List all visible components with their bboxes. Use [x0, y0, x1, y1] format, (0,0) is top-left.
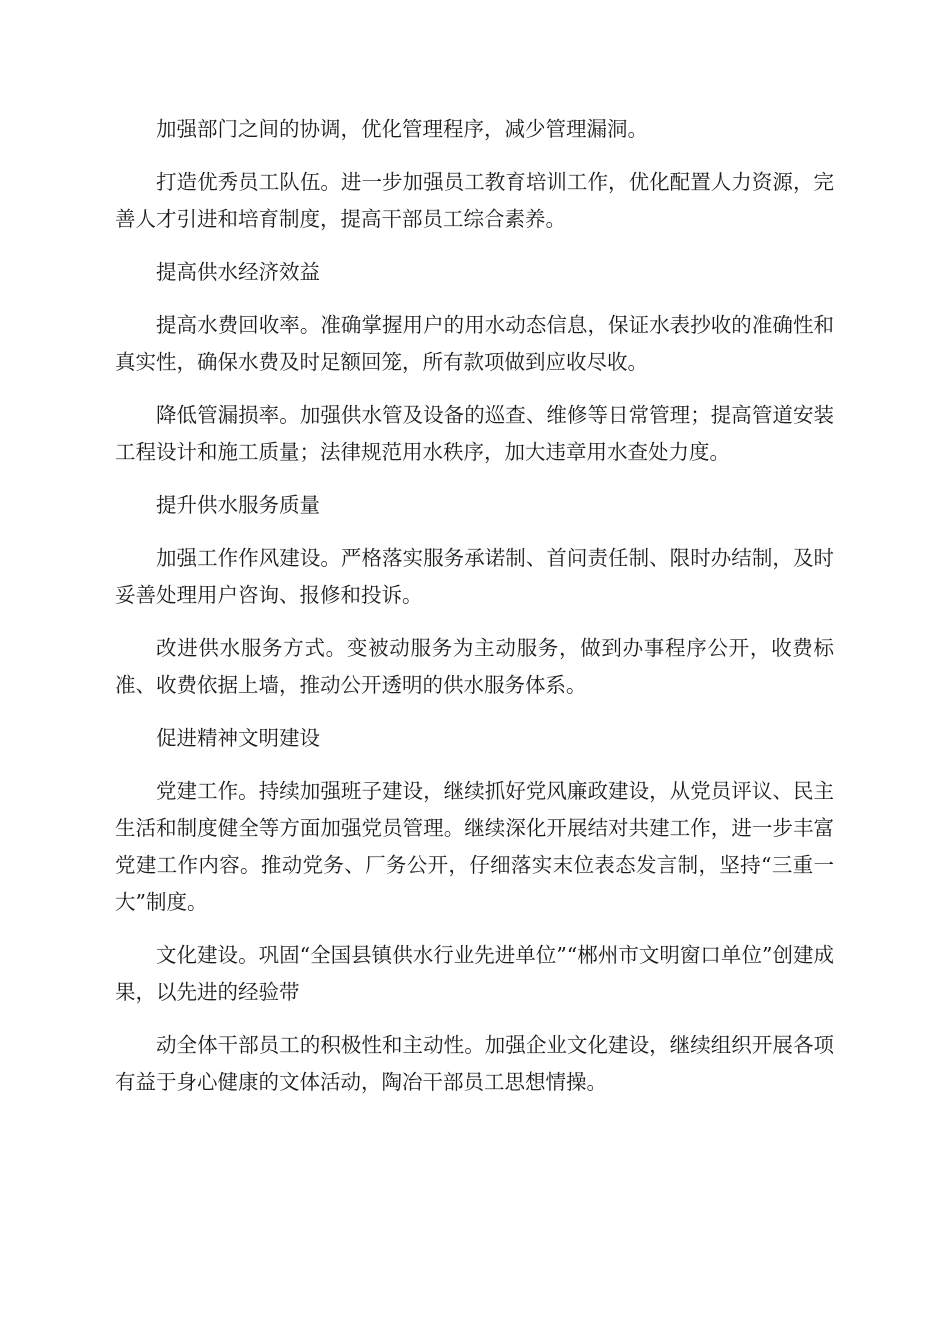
paragraph-staff-team: 打造优秀员工队伍。进一步加强员工教育培训工作，优化配置人力资源，完善人才引进和培育制度，提高干部员工综合素养。 [115, 170, 834, 231]
paragraph-party-building: 党建工作。持续加强班子建设，继续抓好党风廉政建设，从党员评议、民主生活和制度健全等方面加强党员管理。继续深化开展结对共建工作，进一步丰富党建工作内容。推动党务、厂务公开，仔细落实末位表态发言制，坚持“三重一大”制度。 [115, 779, 834, 914]
paragraph-service-method: 改进供水服务方式。变被动服务为主动服务，做到办事程序公开，收费标准、收费依据上墙，推动公开透明的供水服务体系。 [115, 636, 834, 697]
paragraph-work-style: 加强工作作风建设。严格落实服务承诺制、首问责任制、限时办结制，及时妥善处理用户咨询、报修和投诉。 [115, 546, 834, 607]
section-heading-civilization: 促进精神文明建设 [156, 726, 320, 750]
paragraph-fee-collection: 提高水费回收率。准确掌握用户的用水动态信息，保证水表抄收的准确性和真实性，确保水费及时足额回笼，所有款项做到应收尽收。 [115, 313, 834, 374]
document-page [115, 111, 834, 1117]
paragraph-culture-continuation: 动全体干部员工的积极性和主动性。加强企业文化建设，继续组织开展各项有益于身心健康的文体活动，陶冶干部员工思想情操。 [115, 1033, 834, 1094]
paragraph-leakage-reduction: 降低管漏损率。加强供水管及设备的巡查、维修等日常管理；提高管道安装工程设计和施工质量；法律规范用水秩序，加大违章用水查处力度。 [115, 403, 834, 464]
paragraph-culture-building: 文化建设。巩固“全国县镇供水行业先进单位”“郴州市文明窗口单位”创建成果，以先进的经验带 [115, 943, 834, 1004]
section-heading-economic-benefit: 提高供水经济效益 [156, 260, 320, 284]
section-heading-service-quality: 提升供水服务质量 [156, 493, 320, 517]
paragraph-coordination: 加强部门之间的协调，优化管理程序，减少管理漏洞。 [156, 117, 648, 141]
